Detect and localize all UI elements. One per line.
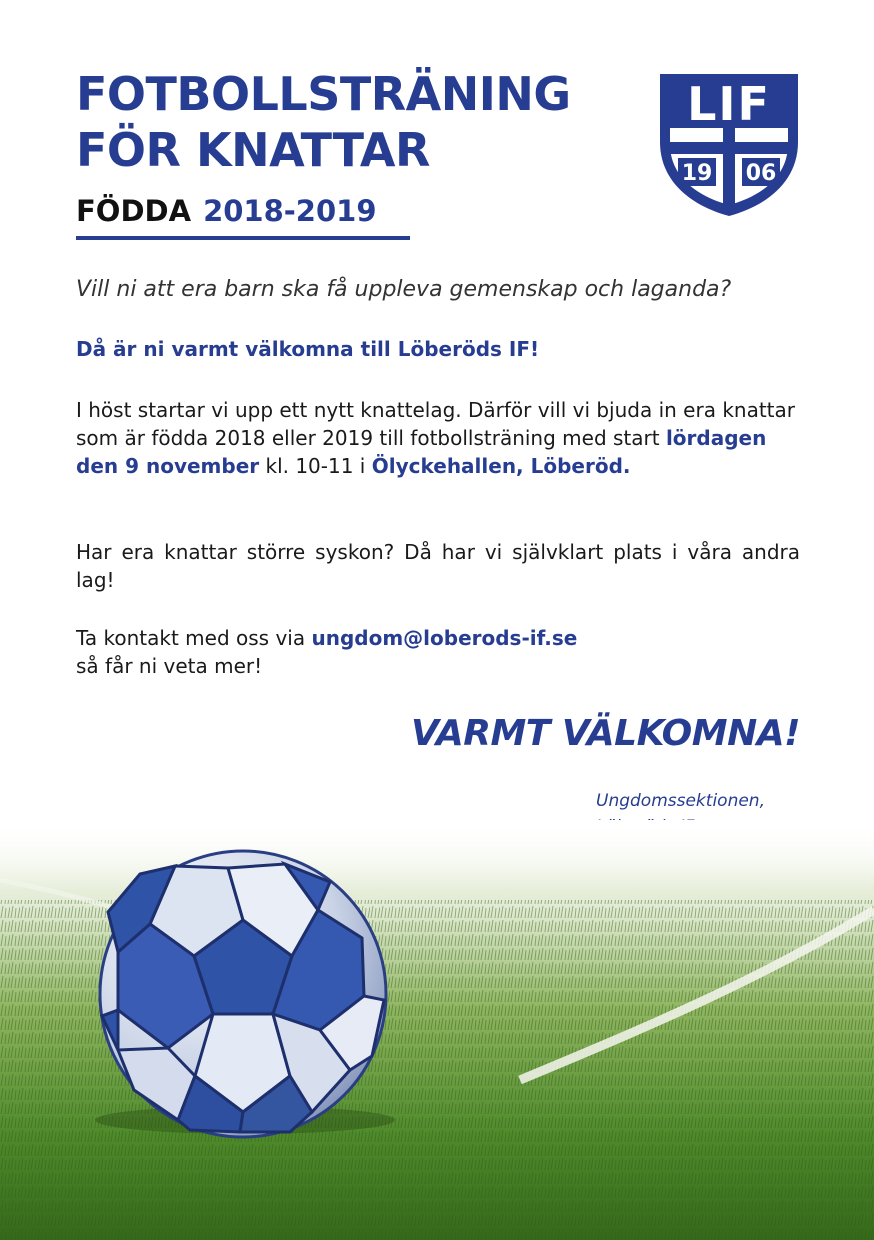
start-date: lördagen den 9 november (76, 426, 767, 478)
birth-years (76, 193, 377, 229)
crest-year-right: 06 (745, 161, 777, 186)
crest-letters: LIF (687, 77, 771, 131)
poster-title (76, 66, 571, 178)
siblings-paragraph: Har era knattar större syskon? Då har vi självklart plats i våra andra lag! (76, 540, 800, 592)
crest-year-left: 19 (681, 161, 713, 186)
club-crest-logo (656, 70, 802, 220)
born-label: FÖDDA (76, 194, 192, 228)
p1-text-a: I höst startar vi upp ett nytt knattelag. Därför vill vi bjuda in era knattar som är födda 2018 eller 2019 till fotbollsträning med start (76, 398, 795, 450)
p3-text-b: så får ni veta mer! (76, 654, 263, 678)
p3-text-a: Ta kontakt med oss via (76, 626, 312, 650)
venue: Ölyckehallen, Löberöd. (371, 454, 631, 478)
title-line-1: FOTBOLLSTRÄNING (76, 67, 571, 121)
contact-paragraph (76, 624, 800, 680)
grass-field-image (0, 820, 874, 1240)
welcome-line: Då är ni varmt välkomna till Löberöds IF! (76, 337, 540, 361)
signature-line-1: Ungdomssektionen, (596, 791, 765, 811)
born-years: 2018-2019 (203, 194, 377, 228)
closing-welcome: VARMT VÄLKOMNA! (410, 713, 800, 754)
contact-email[interactable]: ungdom@loberods-if.se (311, 626, 578, 650)
intro-question: Vill ni att era barn ska få uppleva gemenskap och laganda? (76, 277, 732, 302)
title-line-2: FÖR KNATTAR (76, 123, 430, 177)
p1-text-b: kl. 10-11 i (259, 454, 372, 478)
invitation-paragraph (76, 396, 800, 480)
title-underline (76, 236, 410, 240)
